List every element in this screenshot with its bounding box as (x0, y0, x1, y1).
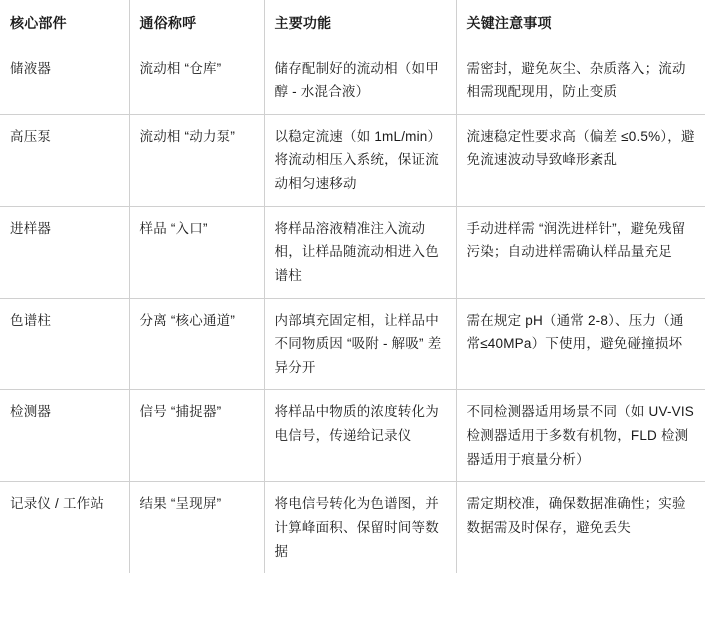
cell-notes: 不同检测器适用场景不同（如 UV-VIS 检测器适用于多数有机物，FLD 检测器适用于痕量分析） (456, 390, 705, 482)
cell-function: 将电信号转化为色谱图，并计算峰面积、保留时间等数据 (264, 482, 456, 573)
table-row (0, 298, 705, 390)
cell-notes: 需定期校准，确保数据准确性；实验数据需及时保存，避免丢失 (456, 482, 705, 573)
cell-function: 以稳定流速（如 1mL/min）将流动相压入系统，保证流动相匀速移动 (264, 114, 456, 206)
cell-nickname: 结果 “呈现屏” (129, 482, 264, 573)
cell-notes: 需在规定 pH（通常 2-8）、压力（通常≤40MPa）下使用，避免碰撞损坏 (456, 298, 705, 390)
table-header-row (0, 0, 705, 47)
table-row (0, 206, 705, 298)
column-header-function: 主要功能 (264, 0, 456, 47)
table-body (0, 47, 705, 574)
cell-function: 将样品中物质的浓度转化为电信号，传递给记录仪 (264, 390, 456, 482)
cell-notes: 需密封，避免灰尘、杂质落入；流动相需现配现用，防止变质 (456, 47, 705, 115)
cell-component: 记录仪 / 工作站 (0, 482, 129, 573)
cell-nickname: 流动相 “动力泵” (129, 114, 264, 206)
cell-function: 内部填充固定相，让样品中不同物质因 “吸附 - 解吸” 差异分开 (264, 298, 456, 390)
column-header-nickname: 通俗称呼 (129, 0, 264, 47)
table-header (0, 0, 705, 47)
cell-component: 检测器 (0, 390, 129, 482)
table-row (0, 390, 705, 482)
column-header-notes: 关键注意事项 (456, 0, 705, 47)
table-row (0, 47, 705, 115)
cell-function: 储存配制好的流动相（如甲醇 - 水混合液） (264, 47, 456, 115)
cell-component: 进样器 (0, 206, 129, 298)
cell-component: 高压泵 (0, 114, 129, 206)
column-header-component: 核心部件 (0, 0, 129, 47)
cell-nickname: 流动相 “仓库” (129, 47, 264, 115)
cell-notes: 流速稳定性要求高（偏差 ≤0.5%），避免流速波动导致峰形紊乱 (456, 114, 705, 206)
table-row (0, 482, 705, 573)
table-row (0, 114, 705, 206)
cell-nickname: 信号 “捕捉器” (129, 390, 264, 482)
cell-nickname: 样品 “入口” (129, 206, 264, 298)
cell-function: 将样品溶液精准注入流动相，让样品随流动相进入色谱柱 (264, 206, 456, 298)
cell-component: 储液器 (0, 47, 129, 115)
cell-component: 色谱柱 (0, 298, 129, 390)
cell-nickname: 分离 “核心通道” (129, 298, 264, 390)
cell-notes: 手动进样需 “润洗进样针”，避免残留污染；自动进样需确认样品量充足 (456, 206, 705, 298)
